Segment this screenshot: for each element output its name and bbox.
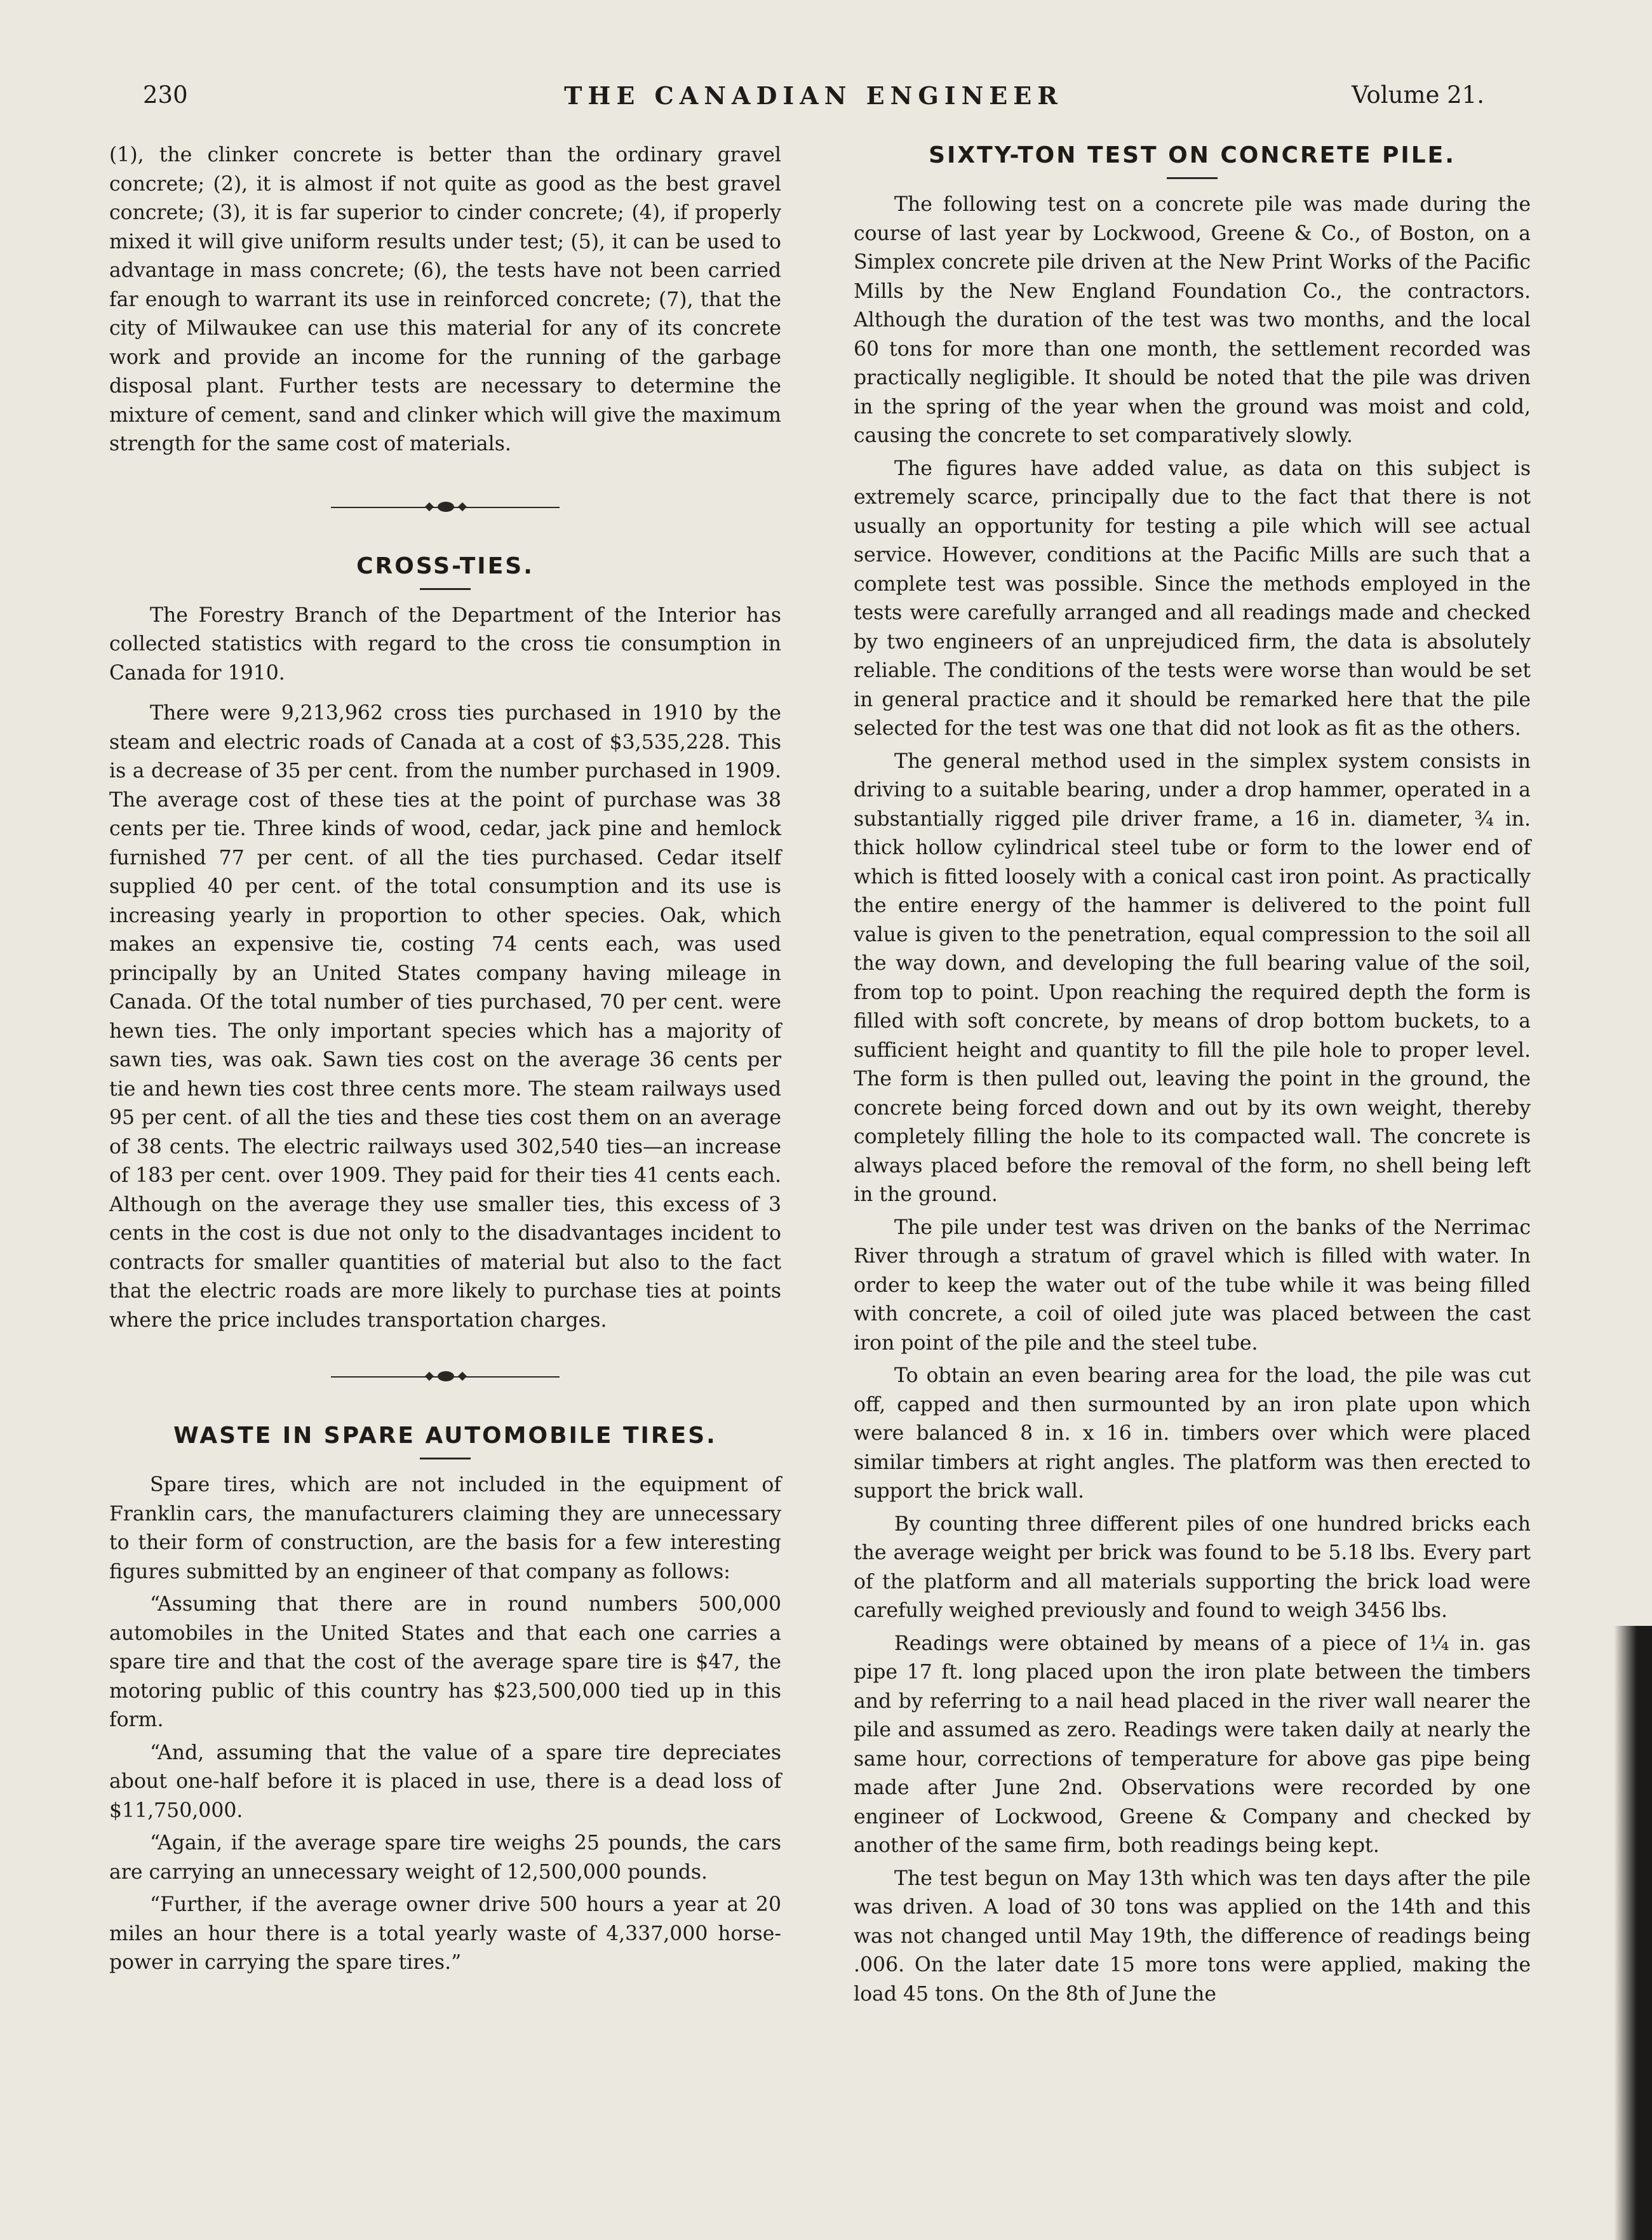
pile-test-paragraph: To obtain an even bearing area for the load, the pile was cut off, capped and then surmounted by an iron plate upon which were balanced 8 in. x 16 in. timbers over which were placed similar timbers at right angles. The platform was then erected to support the brick wall.: [854, 1364, 1531, 1503]
pile-test-heading: SIXTY-TON TEST ON CONCRETE PILE.: [929, 142, 1456, 168]
left-column: [109, 141, 781, 1978]
pile-test-paragraph: The figures have added value, as data on this subject is extremely scarce, principally due to the fact that there is not usually an opportunity for testing a pile which will see actual service. However, conditions at the Pacific Mills are such that a complete test was possible. Since the methods employed in the tests were carefully arranged and all readings made and checked by two engineers of an unprejudiced firm, the data is absolutely reliable. The conditions of the tests were worse than would be set in general practice and it should be remarked here that the pile selected for the test was one that did not look as fit as the others.: [854, 457, 1531, 740]
tires-paragraph: “Again, if the average spare tire weighs 25 pounds, the cars are carrying an unnecessary weight of 12,500,000 pounds.: [109, 1832, 781, 1884]
tires-paragraph: “And, assuming that the value of a spare tire depreciates about one-half before it is placed in use, there is a dead loss of $11,750,000.: [109, 1741, 781, 1822]
pile-test-paragraph: The pile under test was driven on the banks of the Nerrimac River through a stratum of gravel which is filled with water. In order to keep the water out of the tube while it was being filled with concrete, a coil of oiled jute was placed between the cast iron point of the pile and the steel tube.: [854, 1216, 1531, 1355]
binding-shadow: [1614, 1626, 1652, 2240]
page-number: 230: [143, 81, 188, 109]
volume-label: Volume 21.: [1352, 81, 1484, 109]
cross-ties-heading: CROSS-TIES.: [356, 553, 534, 579]
section-ornament: [331, 500, 560, 515]
heading-rule: [1167, 177, 1218, 179]
tires-paragraph: Spare tires, which are not included in the equipment of Franklin cars, the manufacturers claiming they are unnecessary to their form of construction, are the basis for a few interesting figures submitted by an engineer of that company as follows:: [109, 1473, 781, 1583]
right-column: [854, 142, 1531, 2009]
tires-paragraph: “Further, if the average owner drive 500 hours a year at 20 miles an hour there is a total yearly waste of 4,337,000 horse-power in carrying the spare tires.”: [109, 1893, 781, 1974]
pile-test-paragraph: The following test on a concrete pile was made during the course of last year by Lockwood, Greene & Co., of Boston, on a Simplex concrete pile driven at the New Print Works of the Pacific Mills by the New England Foundation Co., the contractors. Although the duration of the test was two months, and the local 60 tons for more than one month, the settlement recorded was practically negligible. It should be noted that the pile was driven in the spring of the year when the ground was moist and cold, causing the concrete to set comparatively slowly.: [854, 193, 1531, 447]
cross-ties-paragraph: The Forestry Branch of the Department of the Interior has collected statistics with regard to the cross tie consumption in Canada for 1910.: [109, 603, 781, 685]
pile-test-paragraph: Readings were obtained by means of a piece of 1¼ in. gas pipe 17 ft. long placed upon the iron plate between the timbers and by referring to a nail head placed in the river wall nearer the pile and assumed as zero. Readings were taken daily at nearly the same hour, corrections of temperature for above gas pipe being made after June 2nd. Observations were recorded by one engineer of Lockwood, Greene & Company and checked by another of the same firm, both readings being kept.: [854, 1632, 1531, 1857]
heading-rule: [420, 588, 471, 590]
journal-title: THE CANADIAN ENGINEER: [564, 81, 1063, 110]
tires-heading: WASTE IN SPARE AUTOMOBILE TIRES.: [173, 1423, 717, 1449]
pile-test-paragraph: The general method used in the simplex system consists in driving to a suitable bearing, under a drop hammer, operated in a substantially rigged pile driver frame, a 16 in. diameter, ¾ in. thick hollow cylindrical steel tube or form to the lower end of which is fitted loosely with a conical cast iron point. As practically the entire energy of the hammer is delivered to the point full value is given to the penetration, equal compression to the soil all the way down, and developing the full bearing value of the soil, from top to point. Upon reaching the required depth the form is filled with soft concrete, by means of drop bottom buckets, to a sufficient height and quantity to fill the pile hole to proper level. The form is then pulled out, leaving the point in the ground, the concrete being forced down and out by its own weight, thereby completely filling the hole to its compacted wall. The concrete is always placed before the removal of the form, no shell being left in the ground.: [854, 749, 1531, 1206]
tires-paragraph: “Assuming that there are in round numbers 500,000 automobiles in the United States and that each one carries a spare tire and that the cost of the average spare tire is $47, the motoring public of this country has $23,500,000 tied up in this form.: [109, 1593, 781, 1731]
section-ornament: [331, 1369, 560, 1385]
running-header: [143, 81, 1484, 119]
pile-test-paragraph: The test begun on May 13th which was ten days after the pile was driven. A load of 30 tons was applied on the 14th and this was not changed until May 19th, the difference of readings being .006. On the later date 15 more tons were applied, making the load 45 tons. On the 8th of June the: [854, 1867, 1531, 2006]
cross-ties-paragraph: There were 9,213,962 cross ties purchased in 1910 by the steam and electric roads of Canada at a cost of $3,535,228. This is a decrease of 35 per cent. from the number purchased in 1909. The average cost of these ties at the point of purchase was 38 cents per tie. Three kinds of wood, cedar, jack pine and hemlock furnished 77 per cent. of all the ties purchased. Cedar itself supplied 40 per cent. of the total consumption and its use is increasing yearly in proportion to other species. Oak, which makes an expensive tie, costing 74 cents each, was used principally by an United States company having mileage in Canada. Of the total number of ties purchased, 70 per cent. were hewn ties. The only important species which has a majority of sawn ties, was oak. Sawn ties cost on the average 36 cents per tie and hewn ties cost three cents more. The steam railways used 95 per cent. of all the ties and these ties cost them on an average of 38 cents. The electric railways used 302,540 ties—an increase of 183 per cent. over 1909. They paid for their ties 41 cents each. Although on the average they use smaller ties, this excess of 3 cents in the cost is due not only to the disadvantages incident to contracts for smaller quantities of material but also to the fact that the electric roads are more likely to purchase ties at points where the price includes transportation charges.: [109, 702, 781, 1332]
heading-rule: [420, 1458, 471, 1459]
pile-test-paragraph: By counting three different piles of one hundred bricks each the average weight per brick was found to be 5.18 lbs. Every part of the platform and all materials supporting the brick load were carefully weighed previously and found to weigh 3456 lbs.: [854, 1512, 1531, 1622]
clinker-conclusions-paragraph: (1), the clinker concrete is better than the ordinary gravel concrete; (2), it is almost if not quite as good as the best gravel concrete; (3), it is far superior to cinder concrete; (4), if properly mixed it will give uniform results under test; (5), it can be used to advantage in mass concrete; (6), the tests have not been carried far enough to warrant its use in reinforced concrete; (7), that the city of Milwaukee can use this material for any of its concrete work and provide an income for the running of the garbage disposal plant. Further tests are necessary to determine the mixture of cement, sand and clinker which will give the maximum strength for the same cost of materials.: [109, 144, 781, 455]
